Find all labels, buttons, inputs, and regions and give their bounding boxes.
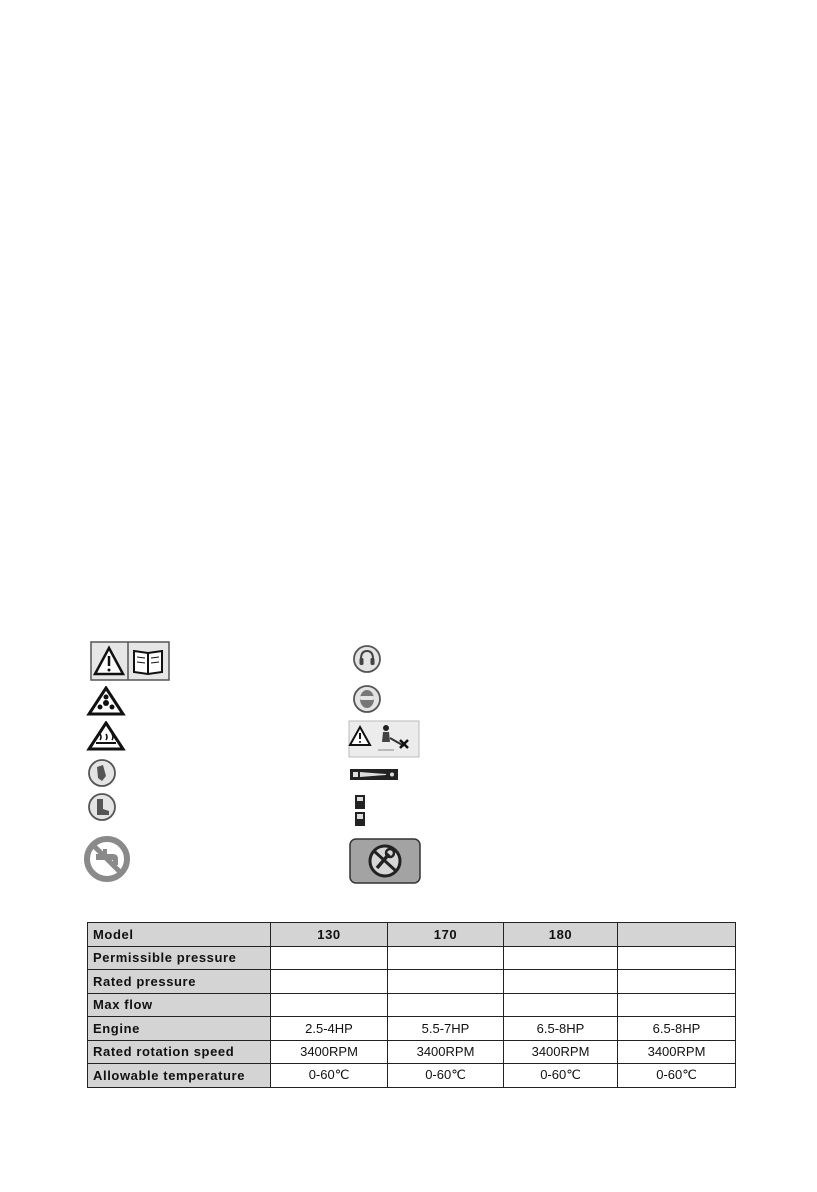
- table-cell: [618, 946, 736, 970]
- table-header-row: [88, 923, 736, 947]
- wear-ear-protection-icon: [352, 644, 382, 674]
- table-cell: [388, 970, 504, 994]
- table-cell: [504, 993, 618, 1017]
- no-spraying-faucet-icon: [83, 835, 131, 883]
- row-label: Allowable temperature: [88, 1064, 271, 1088]
- toxic-fumes-warning-icon: [86, 686, 126, 716]
- model-blank-header: [618, 923, 736, 947]
- row-label: Max flow: [88, 993, 271, 1017]
- no-unauthorized-repair-icon: [349, 838, 421, 884]
- table-row: [88, 970, 736, 994]
- model-180-header: 180: [504, 923, 618, 947]
- model-column-header: Model: [88, 923, 271, 947]
- table-cell: 0-60℃: [388, 1064, 504, 1088]
- row-label: Engine: [88, 1017, 271, 1041]
- table-cell: [504, 970, 618, 994]
- table-cell: 3400RPM: [271, 1040, 388, 1064]
- table-row: [88, 946, 736, 970]
- row-label: Rated pressure: [88, 970, 271, 994]
- high-pressure-jet-warning-icon: [348, 720, 420, 758]
- table-cell: 6.5-8HP: [618, 1017, 736, 1041]
- fuel-pump-icon: [354, 795, 368, 827]
- table-row: [88, 1064, 736, 1088]
- model-170-header: 170: [388, 923, 504, 947]
- table-cell: 0-60℃: [504, 1064, 618, 1088]
- table-cell: 5.5-7HP: [388, 1017, 504, 1041]
- wear-eye-protection-icon: [352, 684, 382, 714]
- row-label: Rated rotation speed: [88, 1040, 271, 1064]
- table-cell: 0-60℃: [618, 1064, 736, 1088]
- table-cell: [504, 946, 618, 970]
- table-row: [88, 993, 736, 1017]
- table-row: [88, 1017, 736, 1041]
- table-cell: [388, 993, 504, 1017]
- table-cell: [271, 946, 388, 970]
- table-cell: [388, 946, 504, 970]
- table-row: [88, 1040, 736, 1064]
- read-manual-warning-icon: [90, 641, 170, 681]
- table-cell: 6.5-8HP: [504, 1017, 618, 1041]
- gun-nozzle-label-icon: [350, 769, 398, 780]
- wear-gloves-icon: [87, 758, 117, 788]
- table-cell: 3400RPM: [618, 1040, 736, 1064]
- model-130-header: 130: [271, 923, 388, 947]
- specifications-table: [87, 922, 736, 1088]
- wear-boots-icon: [87, 792, 117, 822]
- row-label: Permissible pressure: [88, 946, 271, 970]
- hot-surface-warning-icon: [86, 721, 126, 751]
- table-cell: 0-60℃: [271, 1064, 388, 1088]
- table-cell: 3400RPM: [504, 1040, 618, 1064]
- table-cell: [618, 970, 736, 994]
- table-cell: 3400RPM: [388, 1040, 504, 1064]
- table-cell: [271, 993, 388, 1017]
- table-cell: [271, 970, 388, 994]
- table-cell: 2.5-4HP: [271, 1017, 388, 1041]
- table-cell: [618, 993, 736, 1017]
